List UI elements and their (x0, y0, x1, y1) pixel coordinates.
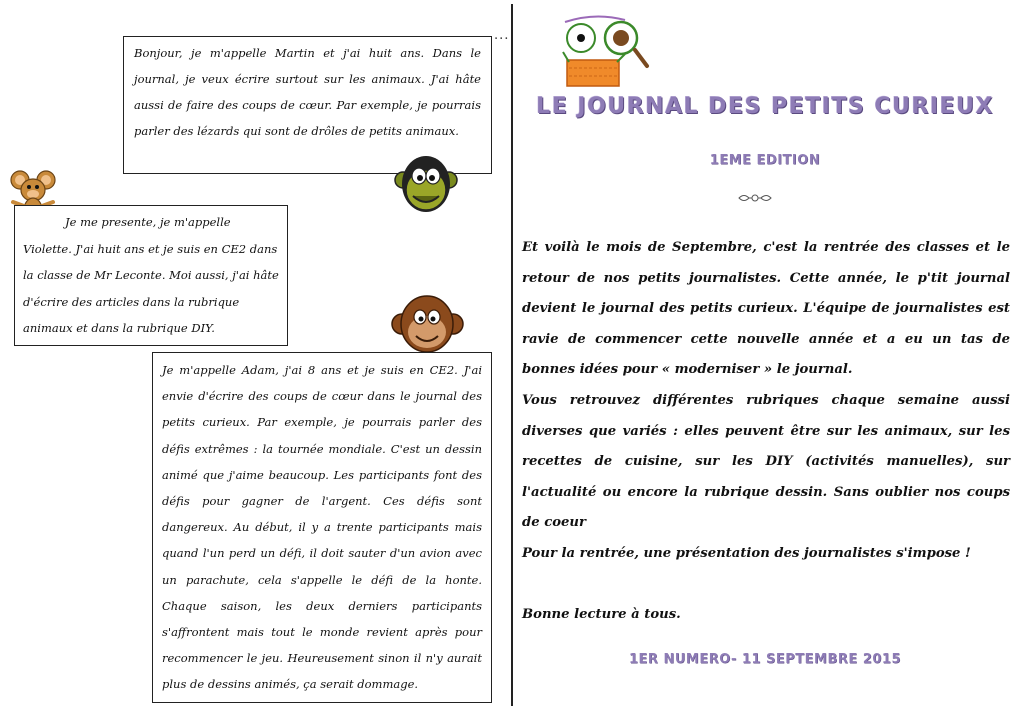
green-monkey-icon (393, 150, 459, 220)
logo-creature-icon (555, 10, 655, 92)
issue-footer: 1ER NUMERO- 11 SEPTEMBRE 2015 (628, 652, 902, 667)
violette-intro-text: Je me presente, je m'appelle Violette. J'ai huit ans et je suis en CE2 dans la classe de Mr Leconte. Moi aussi, j'ai hâte d'écrire des articles dans la rubrique animaux et dans la rubrique DIY. (23, 215, 279, 335)
martin-intro-text: Bonjour, je m'appelle Martin et j'ai huit ans. Dans le journal, je veux écrire surtout sur les animaux. J'ai hâte aussi de faire des coups de cœur. Par exemple, je pourrais parler des lézards qui sont de drôles de petits animaux. (134, 46, 481, 138)
brown-monkey-icon (390, 290, 465, 360)
page-divider (511, 4, 513, 706)
adam-intro-text: Je m'appelle Adam, j'ai 8 ans et je suis en CE2. J'ai envie d'écrire des coups de cœur dans le journal des petits curieux. Par exemple, je pourrais parler des défis extrêmes : la tournée mondiale. C'est un dessin animé que j'aime beaucoup. Les participants font des défis pour gagner de l'argent. Ces défis sont dangereux. Au début, il y a trente participants mais quand l'un perd un défi, il doit sauter d'un avion avec un parachute, cela s'appelle le défi de la honte. Chaque saison, les deux derniers participants s'affrontent mais tout le monde revient après pour recommencer le jeu. Heureusement sinon il n'y aurait plus de dessins animés, ça serait dommage. (162, 363, 482, 692)
dots: ... (494, 28, 510, 43)
editorial-closing: Bonne lecture à tous. (522, 606, 681, 622)
adam-intro-box (152, 352, 492, 703)
editorial-paragraph-2: Vous retrouvez différentes rubriques chaque semaine aussi diverses que variés : elles peuvent être sur les animaux, sur les recettes de cuisine, sur les DIY (activités manuelles), sur l'actualité ou encore la rubrique dessin. Sans oublier nos coups de coeur (522, 392, 1010, 531)
violette-intro-box (14, 205, 288, 346)
editorial-paragraph-1: Et voilà le mois de Septembre, c'est la rentrée des classes et le retour de nos petits journalistes. Cette année, le p'tit journal devient le journal des petits curieux. L'équipe de journalistes est ravie de commencer cette nouvelle année et a eu un tas de bonnes idées pour « moderniser » le journal. (522, 240, 1010, 378)
ornament-icon (738, 192, 772, 204)
editorial-text (522, 233, 1010, 630)
edition-label: 1EME EDITION (709, 153, 821, 168)
editorial-paragraph-3: Pour la rentrée, une présentation des journalistes s'impose ! (522, 545, 971, 561)
newspaper-title: LE JOURNAL DES PETITS CURIEUX (536, 94, 994, 119)
